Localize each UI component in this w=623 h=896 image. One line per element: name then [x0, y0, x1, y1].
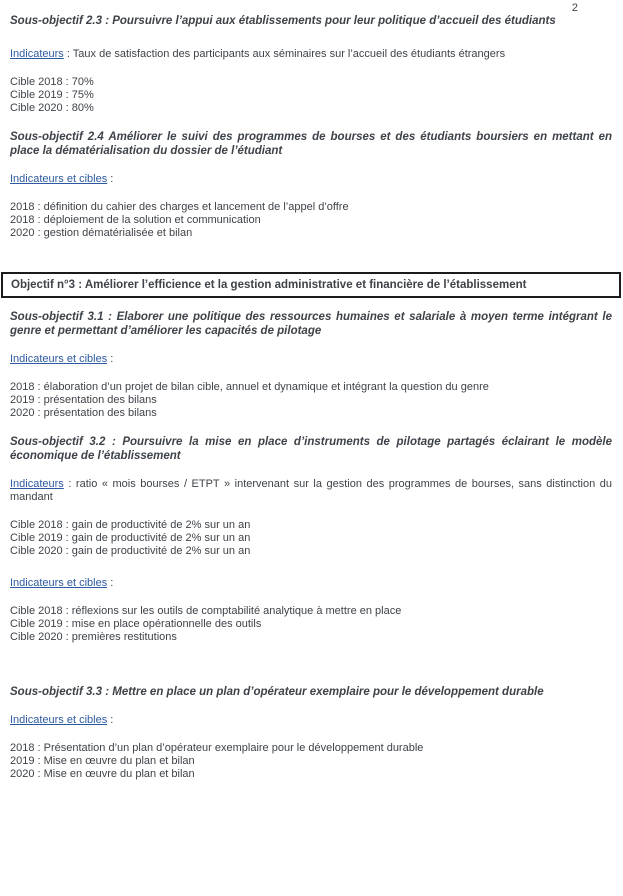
target-line: Cible 2019 : 75% — [10, 89, 94, 101]
subobjective-3-2-heading: Sous-objectif 3.2 : Poursuivre la mise en place d’instruments de pilotage partagés éclairant le modèle économique de l’établissement — [10, 436, 612, 462]
indicators-line-3-1 — [10, 353, 612, 366]
target-line: 2019 : Mise en œuvre du plan et bilan — [10, 755, 195, 767]
target-line: Cible 2018 : gain de productivité de 2% sur un an — [10, 519, 251, 531]
indicator-text: : ratio « mois bourses / ETPT » intervenant sur la gestion des programmes de bourses, sans distinction du mandant — [10, 478, 612, 503]
target-line: 2018 : Présentation d’un plan d’opérateur exemplaire pour le développement durable — [10, 742, 424, 754]
target-line: Cible 2019 : mise en place opérationnelle des outils — [10, 618, 262, 630]
subobjective-3-3-heading: Sous-objectif 3.3 : Mettre en place un plan d’opérateur exemplaire pour le développement durable — [10, 686, 544, 698]
target-line: Cible 2020 : gain de productivité de 2% sur un an — [10, 545, 251, 557]
subobjective-2-3-heading: Sous-objectif 2.3 : Poursuivre l’appui aux établissements pour leur politique d’accueil des étudiants — [10, 15, 556, 27]
targets-2-4 — [10, 201, 612, 240]
indicators-label: Indicateurs — [10, 48, 64, 60]
indicators-line-3-3 — [10, 714, 612, 727]
target-line: Cible 2020 : premières restitutions — [10, 631, 177, 643]
targets-3-2-productivity — [10, 519, 612, 558]
target-line: 2020 : Mise en œuvre du plan et bilan — [10, 768, 195, 780]
target-line: 2019 : présentation des bilans — [10, 394, 157, 406]
indicators-line-2-4 — [10, 173, 612, 186]
subobjective-2-4-heading: Sous-objectif 2.4 Améliorer le suivi des programmes de bourses et des étudiants boursiers en mettant en place la dématérialisation du dossier de l’étudiant — [10, 131, 612, 157]
target-line: 2018 : élaboration d’un projet de bilan cible, annuel et dynamique et intégrant la question du genre — [10, 381, 489, 393]
indicators-label: Indicateurs et cibles — [10, 714, 108, 726]
target-line: Cible 2018 : réflexions sur les outils de comptabilité analytique à mettre en place — [10, 605, 402, 617]
indicator-text: : — [107, 577, 114, 589]
indicator-text: : — [107, 353, 114, 365]
subobjective-3-1-heading: Sous-objectif 3.1 : Elaborer une politique des ressources humaines et salariale à moyen terme intégrant le genre et permettant d’améliorer les capacités de pilotage — [10, 311, 612, 337]
indicators-label: Indicateurs et cibles — [10, 577, 108, 589]
indicators-line-2-3 — [10, 48, 612, 61]
targets-3-3 — [10, 742, 612, 781]
indicators-line-3-2 — [10, 478, 612, 504]
target-line: 2020 : présentation des bilans — [10, 407, 157, 419]
target-line: 2018 : définition du cahier des charges et lancement de l’appel d’offre — [10, 201, 349, 213]
objective-3-banner: Objectif n°3 : Améliorer l’efficience et la gestion administrative et financière de l’établissement — [1, 272, 621, 298]
targets-3-1 — [10, 381, 612, 420]
page-number: 2 — [571, 2, 578, 14]
indicators-label: Indicateurs — [10, 478, 64, 490]
indicators-label: Indicateurs et cibles — [10, 353, 108, 365]
indicator-text: : Taux de satisfaction des participants aux séminaires sur l’accueil des étudiants étrangers — [63, 48, 506, 60]
indicators-line-3-2-b — [10, 577, 612, 590]
indicator-text: : — [107, 714, 114, 726]
target-line: Cible 2019 : gain de productivité de 2% sur un an — [10, 532, 251, 544]
target-line: Cible 2020 : 80% — [10, 102, 94, 114]
indicators-label: Indicateurs et cibles — [10, 173, 108, 185]
indicator-text: : — [107, 173, 114, 185]
target-line: 2020 : gestion dématérialisée et bilan — [10, 227, 193, 239]
targets-3-2-accounting — [10, 605, 612, 644]
target-line: 2018 : déploiement de la solution et communication — [10, 214, 261, 226]
target-line: Cible 2018 : 70% — [10, 76, 94, 88]
targets-2-3 — [10, 76, 612, 115]
